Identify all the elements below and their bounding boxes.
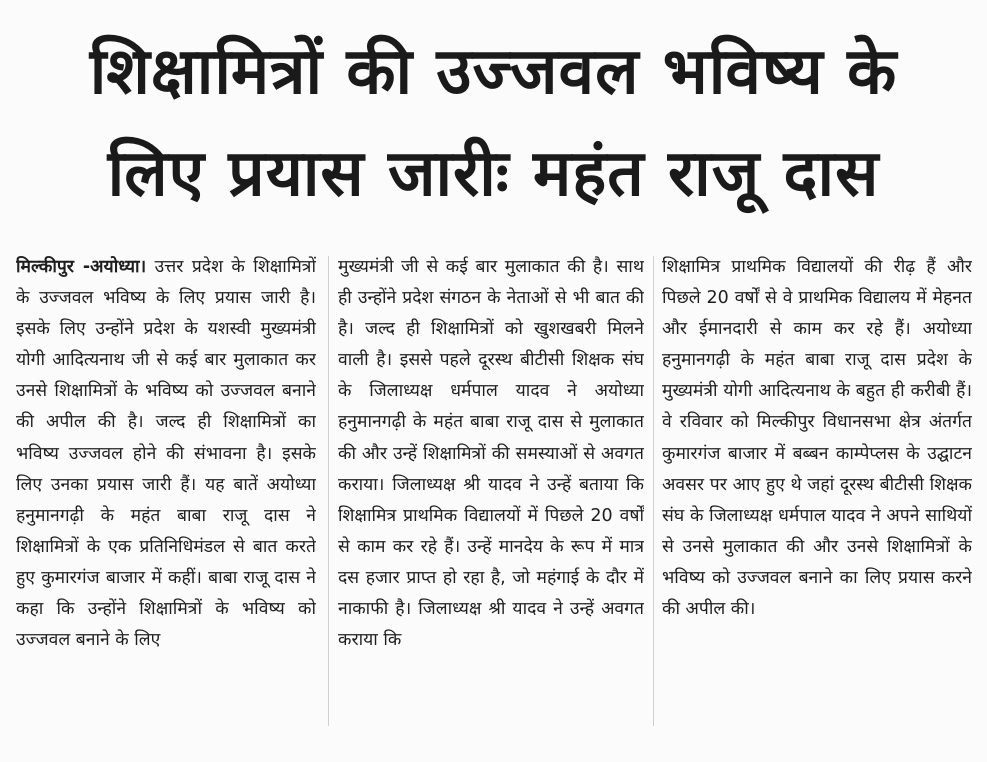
article-column-1	[16, 252, 316, 752]
headline-line-2: लिए प्रयास जारीः महंत राजू दास	[107, 137, 880, 211]
dateline: मिल्कीपुर -अयोध्या।	[16, 257, 147, 277]
article-column-2-text: मुख्यमंत्री जी से कई बार मुलाकात की है। साथ ही उन्होंने प्रदेश संगठन के नेताओं से भी बात की है। जल्द ही शिक्षामित्रों को खुशखबरी मिलने वाली है। इससे पहले दूरस्थ बीटीसी शिक्षक संघ के जिलाध्यक्ष धर्मपाल यादव ने अयोध्या हनुमानगढ़ी के महंत बाबा राजू दास से मुलाकात की और उन्हें शिक्षामित्रों की समस्याओं से अवगत कराया। जिलाध्यक्ष श्री यादव ने उन्हें बताया कि शिक्षामित्र प्राथमिक विद्यालयों में पिछले 20 वर्षों से काम कर रहे हैं। उन्हें मानदेय के रूप में मात्र दस हजार प्राप्त हो रहा है, जो महंगाई के दौर में नाकाफी है। जिलाध्यक्ष श्री यादव ने उन्हें अवगत कराया कि	[338, 257, 644, 651]
article-column-2	[338, 252, 644, 752]
headline-line-1: शिक्षामित्रों की उज्जवल भविष्य के	[89, 35, 898, 109]
article-body	[16, 252, 978, 752]
article-column-1-text: उत्तर प्रदेश के शिक्षामित्रों के उज्जवल भविष्य के लिए प्रयास जारी है। इसके लिए उन्होंने प्रदेश के यशस्वी मुख्यमंत्री योगी आदित्यनाथ जी से कई बार मुलाकात कर उनसे शिक्षामित्रों के भविष्य को उज्जवल बनाने की अपील की है। जल्द ही शिक्षामित्रों का भविष्य उज्जवल होने की संभावना है। इसके लिए उनका प्रयास जारी हैं। यह बातें अयोध्या हनुमानगढ़ी के महंत बाबा राजू दास ने शिक्षामित्रों के एक प्रतिनिधिमंडल से बात करते हुए कुमारगंज बाजार में कहीं। बाबा राजू दास ने कहा कि उन्होंने शिक्षामित्रों के भविष्य को उज्जवल बनाने के लिए	[16, 257, 316, 651]
article-column-3	[662, 252, 972, 752]
column-divider	[653, 256, 654, 726]
column-divider	[328, 256, 329, 726]
article-column-3-text: शिक्षामित्र प्राथमिक विद्यालयों की रीढ़ हैं और पिछले 20 वर्षों से वे प्राथमिक विद्यालय में मेहनत और ईमानदारी से काम कर रहे हैं। अयोध्या हनुमानगढ़ी के महंत बाबा राजू दास प्रदेश के मुख्यमंत्री योगी आदित्यनाथ के बहुत ही करीबी हैं।वे रविवार को मिल्कीपुर विधानसभा क्षेत्र अंतर्गत कुमारगंज बाजार में बब्बन काम्पेप्लस के उद्घाटन अवसर पर आए हुए थे जहां दूरस्थ बीटीसी शिक्षक संघ के जिलाध्यक्ष धर्मपाल यादव ने अपने साथियों से उनसे मुलाकात की और उनसे शिक्षामित्रों के भविष्य को उज्जवल बनाने का लिए प्रयास करने की अपील की।	[662, 257, 972, 620]
